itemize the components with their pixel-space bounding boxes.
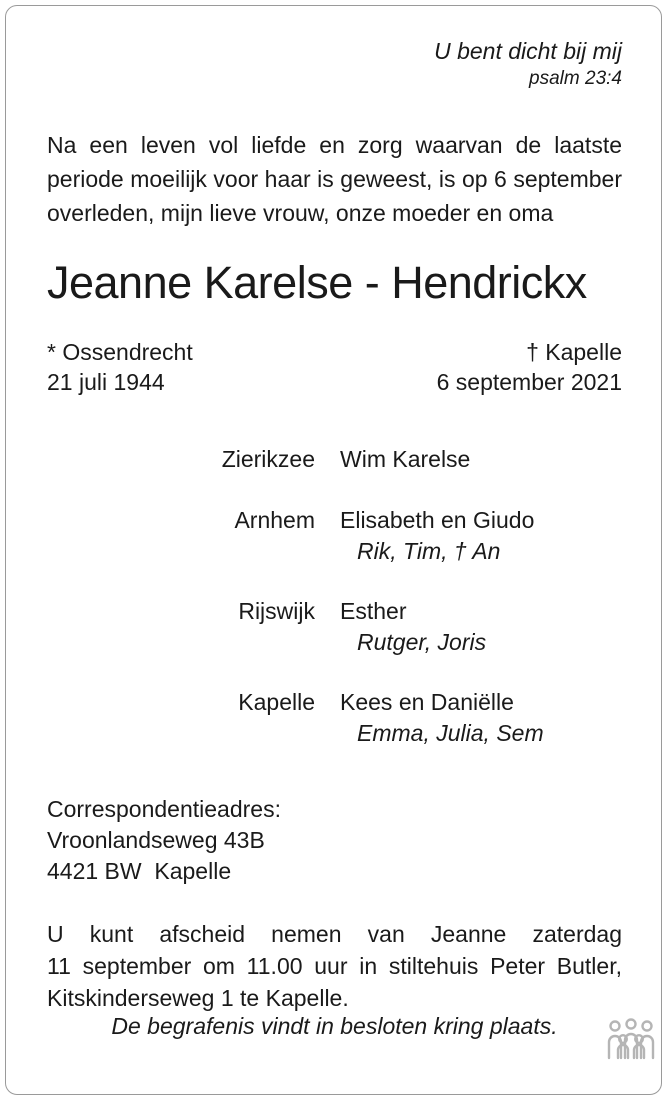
closing-note: De begrafenis vindt in besloten kring plaats.: [111, 1013, 558, 1039]
death-info: [437, 337, 622, 397]
family-names: Elisabeth en Giudo: [340, 507, 535, 533]
farewell-line: 11 september om 11.00 uur in stiltehuis Peter Butler,: [47, 953, 622, 979]
birth-date: 21 juli 1944: [47, 369, 165, 395]
birth-info: [47, 337, 193, 397]
family-grandchildren: Emma, Julia, Sem: [357, 720, 544, 746]
death-date: 6 september 2021: [436, 369, 622, 395]
family-figures-icon: [606, 1018, 656, 1062]
family-names: Kees en Daniëlle: [340, 689, 514, 715]
intro-paragraph: [47, 128, 622, 230]
farewell-line: Kitskinderseweg 1 te Kapelle.: [47, 985, 349, 1011]
family-place: Rijswijk: [238, 598, 315, 624]
family-grandchildren: Rik, Tim, † An: [357, 538, 501, 564]
family-place: Kapelle: [238, 689, 315, 715]
intro-line: overleden, mijn lieve vrouw, onze moeder en oma: [47, 200, 554, 226]
family-names: Wim Karelse: [340, 446, 471, 472]
farewell-line: U kunt afscheid nemen van Jeanne zaterdag: [47, 921, 622, 947]
birth-place: * Ossendrecht: [47, 339, 193, 365]
deceased-name: Jeanne Karelse - Hendrickx: [47, 257, 587, 308]
family-place: Arnhem: [234, 507, 315, 533]
correspondence-address: [47, 794, 281, 887]
motto-text: U bent dicht bij mij: [434, 38, 622, 64]
motto: [434, 36, 622, 92]
motto-reference: psalm 23:4: [529, 68, 622, 89]
farewell-paragraph: [47, 918, 622, 1014]
address-city: 4421 BW Kapelle: [47, 858, 232, 884]
address-street: Vroonlandseweg 43B: [47, 827, 265, 853]
death-place: † Kapelle: [526, 339, 622, 365]
family-names: Esther: [340, 598, 407, 624]
intro-line: Na een leven vol liefde en zorg waarvan de laatste: [47, 132, 622, 158]
family-grandchildren: Rutger, Joris: [357, 629, 487, 655]
intro-line: periode moeilijk voor haar is geweest, is op 6 september: [47, 166, 622, 192]
family-place: Zierikzee: [221, 446, 315, 472]
address-label: Correspondentieadres:: [47, 796, 281, 822]
